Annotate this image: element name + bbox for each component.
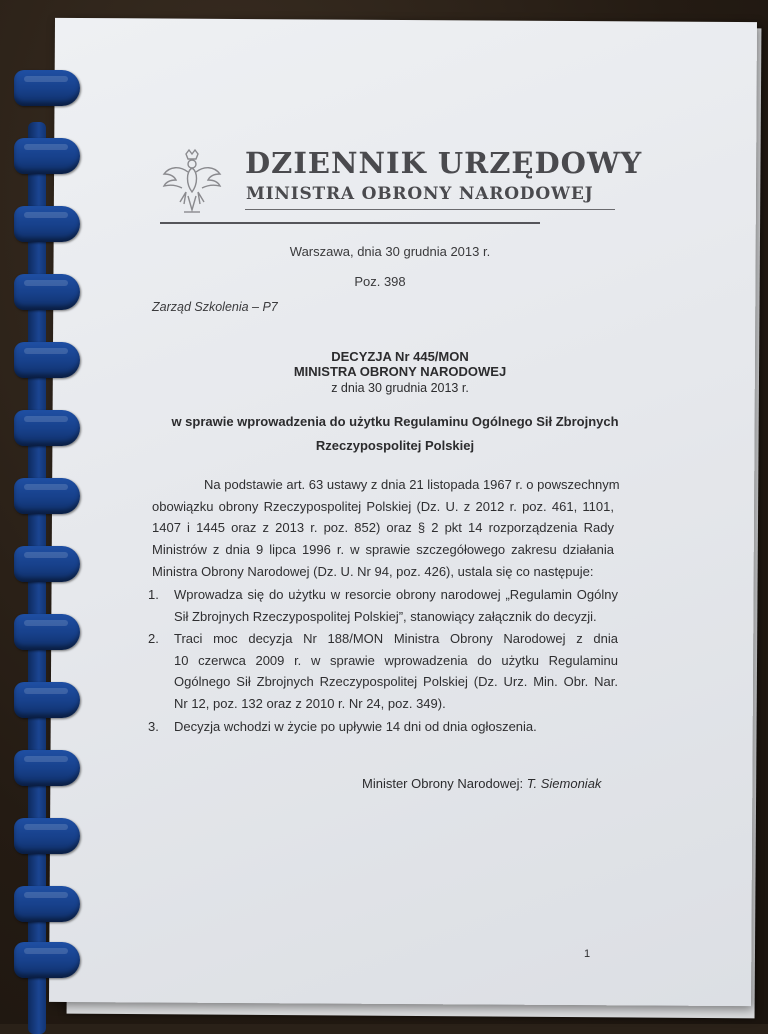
preamble-line: Na podstawie art. 63 ustawy z dnia 21 listopada 1967 r. o powszechnym — [204, 477, 620, 492]
page-number: 1 — [584, 948, 591, 960]
place-date: Warszawa, dnia 30 grudnia 2013 r. — [289, 244, 491, 259]
item-line: Traci moc decyzja Nr 188/MON Ministra Obrony Narodowej z dnia — [174, 631, 618, 646]
item-line: Nr 12, poz. 132 oraz z 2010 r. Nr 24, poz. 349). — [174, 695, 446, 711]
signature-block — [362, 776, 601, 791]
decision-subject: w sprawie wprowadzenia do użytku Regulaminu Ogólnego Sił Zbrojnych — [171, 414, 619, 429]
item-line: Decyzja wchodzi w życie po upływie 14 dni od dnia ogłoszenia. — [174, 719, 537, 734]
list-item — [148, 584, 618, 627]
masthead-divider — [245, 209, 615, 210]
preamble-line: Ministrów z dnia 9 lipca 1996 r. w sprawie szczegółowego zakresu działania — [152, 542, 614, 558]
masthead-rule — [160, 222, 540, 224]
position-number: Poz. 398 — [354, 274, 406, 289]
eagle-emblem-icon — [160, 148, 224, 218]
item-number: 2. — [148, 631, 159, 646]
item-number: 1. — [148, 587, 159, 602]
item-line: Wprowadza się do użytku w resorcie obrony narodowej „Regulamin Ogólny — [174, 587, 618, 602]
preamble-line: obowiązku obrony Rzeczypospolitej Polskiej (Dz. U. z 2012 r. poz. 461, 1101, — [152, 498, 614, 514]
decision-number: DECYZJA Nr 445/MON — [331, 349, 469, 364]
decision-subject-continued: Rzeczypospolitej Polskiej — [315, 438, 475, 453]
journal-title: DZIENNIK URZĘDOWY — [245, 146, 643, 180]
preamble-paragraph — [152, 474, 620, 583]
signature-name: T. Siemoniak — [526, 776, 602, 791]
decision-issuer: MINISTRA OBRONY NARODOWEJ — [293, 364, 507, 379]
journal-subtitle: MINISTRA OBRONY NARODOWEJ — [246, 184, 594, 204]
item-number: 3. — [148, 719, 159, 734]
item-line: Ogólnego Sił Zbrojnych Rzeczypospolitej Polskiej (Dz. Urz. Min. Obr. Nar. — [174, 674, 618, 689]
issuing-unit: Zarząd Szkolenia – P7 — [152, 300, 278, 314]
signature-role: Minister Obrony Narodowej: — [362, 776, 524, 791]
decision-date: z dnia 30 grudnia 2013 r. — [331, 381, 469, 395]
item-line: Sił Zbrojnych Rzeczypospolitej Polskiej”, stanowiący załącznik do decyzji. — [174, 608, 597, 624]
item-line: 10 czerwca 2009 r. w sprawie wprowadzenia do użytku Regulaminu — [174, 652, 618, 668]
preamble-line: 1407 i 1445 oraz z 2013 r. poz. 852) oraz § 2 pkt 14 rozporządzenia Rady — [152, 520, 614, 536]
preamble-line: Ministra Obrony Narodowej (Dz. U. Nr 94, poz. 426), ustala się co następuje: — [152, 563, 594, 579]
list-item — [148, 716, 618, 738]
list-item — [148, 628, 618, 714]
